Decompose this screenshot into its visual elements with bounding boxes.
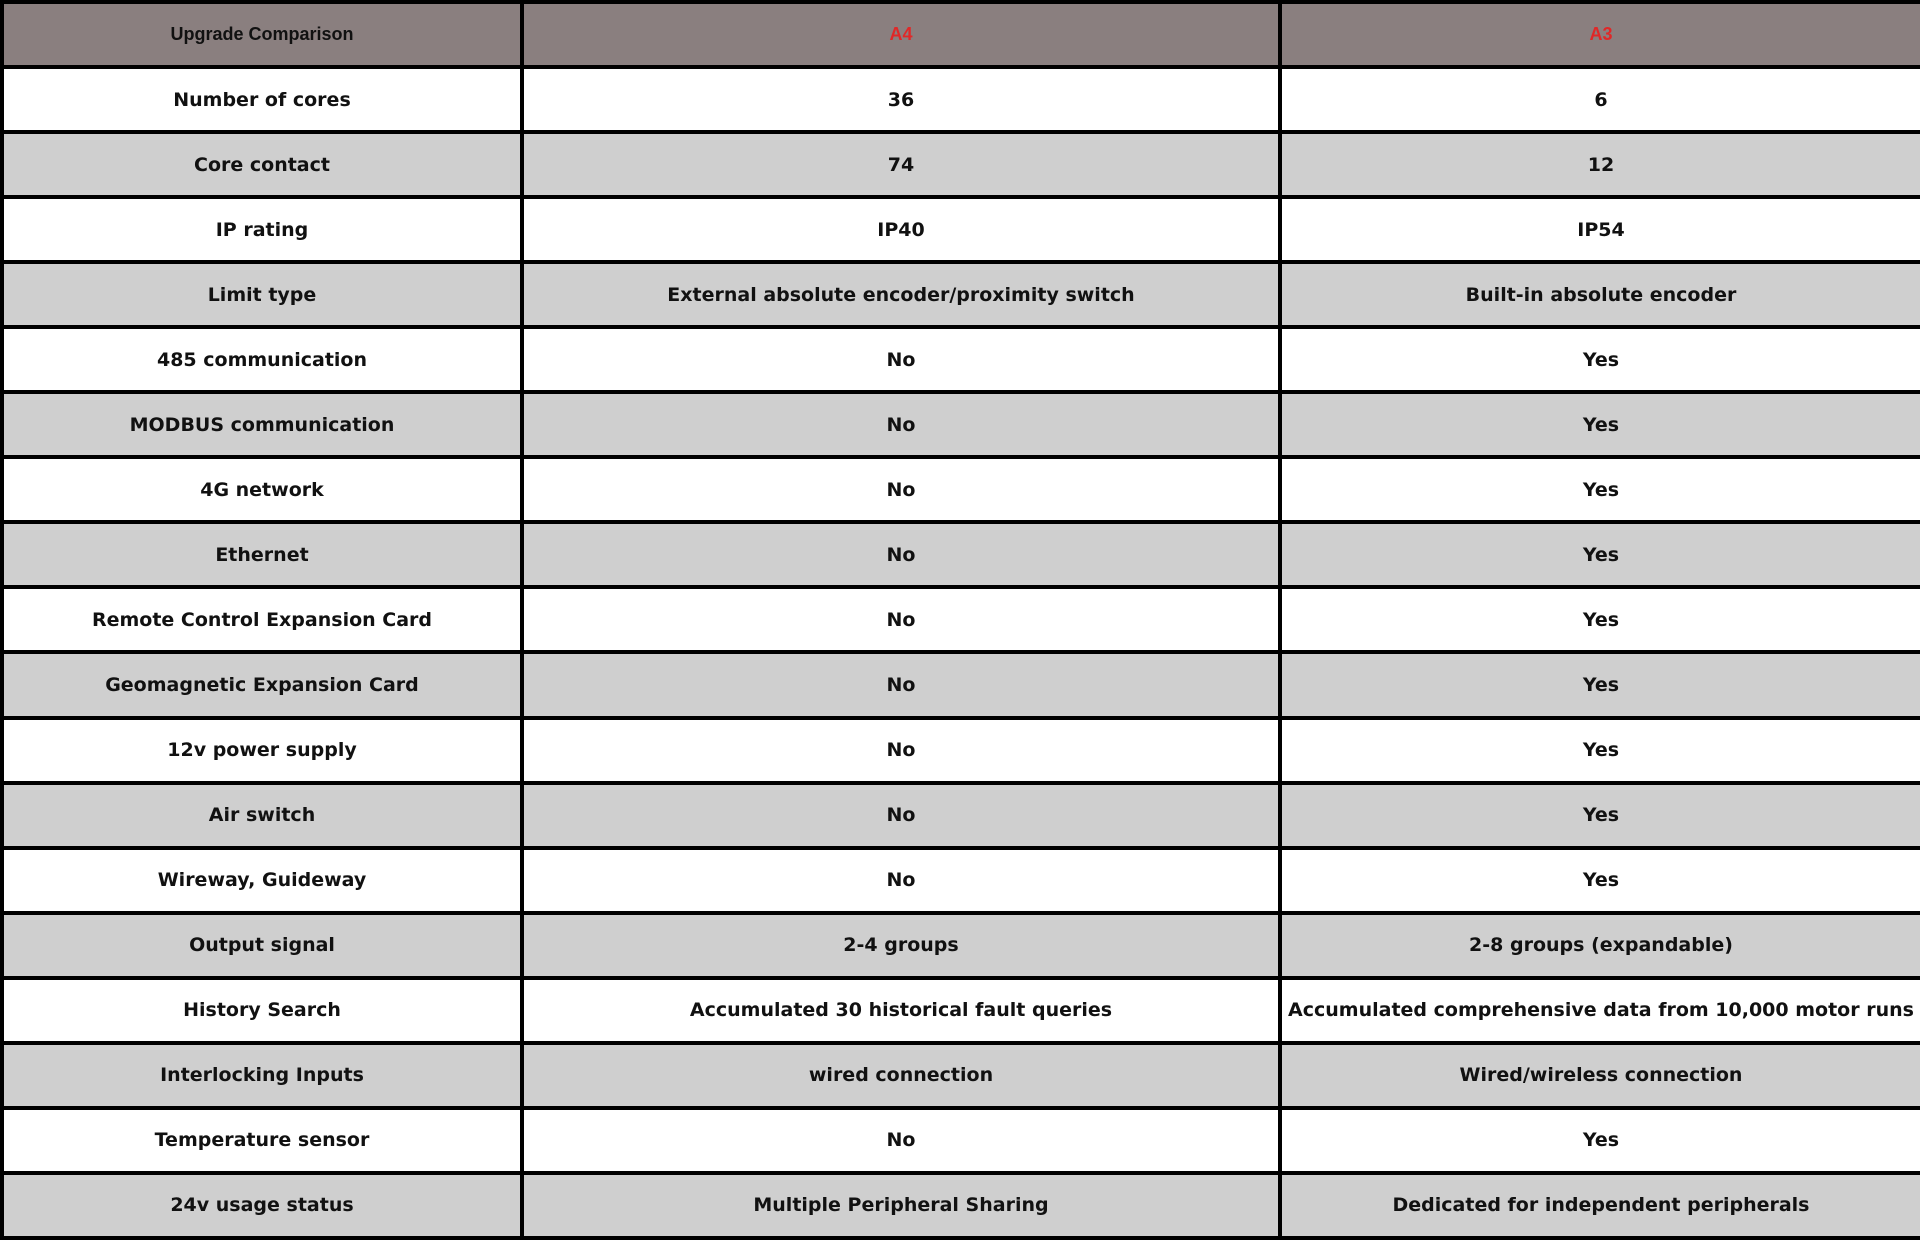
feature-label: 485 communication — [2, 327, 522, 392]
model-a-value: No — [522, 783, 1280, 848]
model-a-value: 36 — [522, 67, 1280, 132]
feature-label: Interlocking Inputs — [2, 1043, 522, 1108]
model-b-value: Yes — [1280, 587, 1920, 652]
table-row — [2, 1043, 1920, 1108]
model-b-value: 6 — [1280, 67, 1920, 132]
table-row — [2, 132, 1920, 197]
model-a-value: External absolute encoder/proximity switch — [522, 262, 1280, 327]
feature-label: Output signal — [2, 913, 522, 978]
model-a-value: No — [522, 457, 1280, 522]
model-b-value: Wired/wireless connection — [1280, 1043, 1920, 1108]
model-b-value: Built-in absolute encoder — [1280, 262, 1920, 327]
model-b-value: 12 — [1280, 132, 1920, 197]
model-b-header: A3 — [1280, 2, 1920, 67]
model-a-value: No — [522, 652, 1280, 717]
model-b-value: Yes — [1280, 848, 1920, 913]
table-row — [2, 197, 1920, 262]
table-row — [2, 652, 1920, 717]
model-a-value: No — [522, 587, 1280, 652]
model-a-value: No — [522, 522, 1280, 587]
feature-label: Temperature sensor — [2, 1108, 522, 1173]
model-a-value: No — [522, 848, 1280, 913]
table-row — [2, 978, 1920, 1043]
table-row — [2, 587, 1920, 652]
feature-label: Limit type — [2, 262, 522, 327]
feature-label: MODBUS communication — [2, 392, 522, 457]
feature-label: Number of cores — [2, 67, 522, 132]
model-b-value: Yes — [1280, 457, 1920, 522]
feature-label: 24v usage status — [2, 1173, 522, 1238]
table-row — [2, 848, 1920, 913]
feature-label: Wireway, Guideway — [2, 848, 522, 913]
table-row — [2, 392, 1920, 457]
model-b-value: Yes — [1280, 1108, 1920, 1173]
table-row — [2, 262, 1920, 327]
feature-label: Geomagnetic Expansion Card — [2, 652, 522, 717]
model-b-value: Yes — [1280, 652, 1920, 717]
model-a-value: No — [522, 392, 1280, 457]
model-b-value: Yes — [1280, 327, 1920, 392]
model-b-value: Yes — [1280, 718, 1920, 783]
model-a-value: Accumulated 30 historical fault queries — [522, 978, 1280, 1043]
table-row — [2, 522, 1920, 587]
table-row — [2, 67, 1920, 132]
feature-label: 12v power supply — [2, 718, 522, 783]
model-b-value: 2-8 groups (expandable) — [1280, 913, 1920, 978]
table-row — [2, 457, 1920, 522]
table-row — [2, 327, 1920, 392]
model-a-value: Multiple Peripheral Sharing — [522, 1173, 1280, 1238]
table-row — [2, 913, 1920, 978]
feature-label: 4G network — [2, 457, 522, 522]
model-b-value: Accumulated comprehensive data from 10,000 motor runs — [1280, 978, 1920, 1043]
model-a-header: A4 — [522, 2, 1280, 67]
model-a-value: 2-4 groups — [522, 913, 1280, 978]
table-row — [2, 783, 1920, 848]
model-b-value: Yes — [1280, 783, 1920, 848]
feature-label: Remote Control Expansion Card — [2, 587, 522, 652]
feature-label: Air switch — [2, 783, 522, 848]
model-a-value: wired connection — [522, 1043, 1280, 1108]
model-a-value: IP40 — [522, 197, 1280, 262]
model-a-value: No — [522, 718, 1280, 783]
model-b-value: Yes — [1280, 522, 1920, 587]
model-a-value: 74 — [522, 132, 1280, 197]
model-a-value: No — [522, 327, 1280, 392]
table-title: Upgrade Comparison — [2, 2, 522, 67]
table-row — [2, 1173, 1920, 1238]
feature-label: History Search — [2, 978, 522, 1043]
model-b-value: Yes — [1280, 392, 1920, 457]
feature-label: IP rating — [2, 197, 522, 262]
feature-label: Core contact — [2, 132, 522, 197]
feature-label: Ethernet — [2, 522, 522, 587]
model-b-value: IP54 — [1280, 197, 1920, 262]
table-row — [2, 718, 1920, 783]
header-row — [2, 2, 1920, 67]
table-row — [2, 1108, 1920, 1173]
model-a-value: No — [522, 1108, 1280, 1173]
model-b-value: Dedicated for independent peripherals — [1280, 1173, 1920, 1238]
